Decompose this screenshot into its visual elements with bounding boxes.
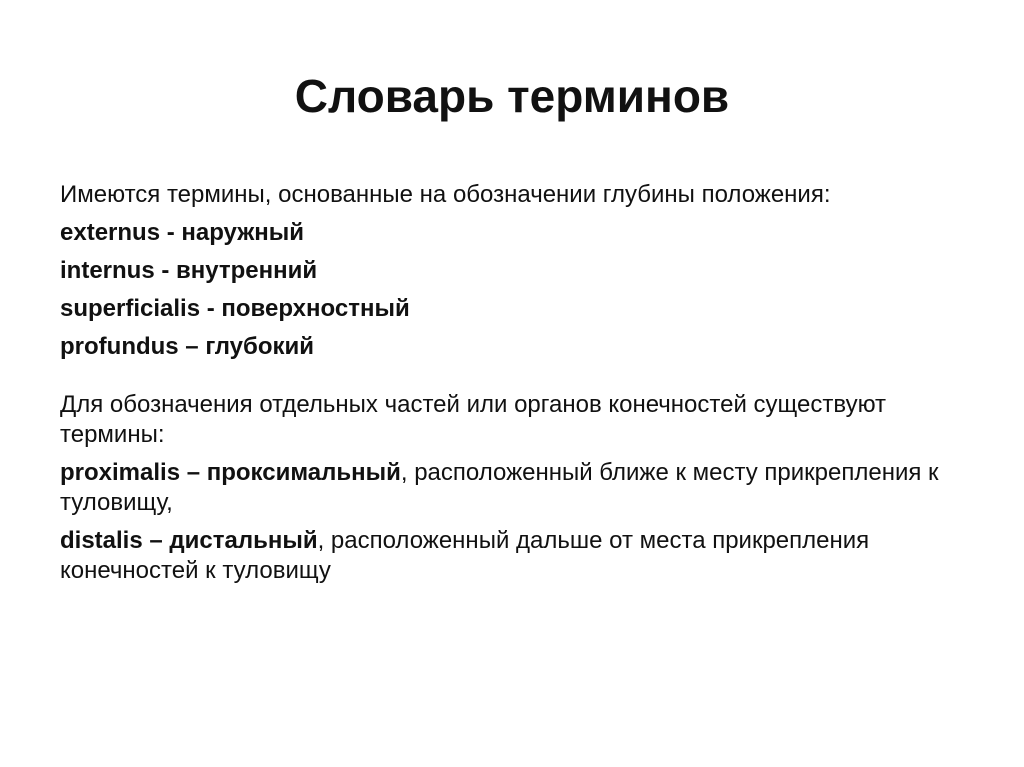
term-externus [60,218,960,248]
term-profundus-label: profundus – глубокий [60,333,315,360]
term-distalis-label: distalis – дистальный [60,527,318,554]
term-superficialis-label: superficialis - поверхностный [60,295,410,322]
term-proximalis [60,458,960,518]
intro-limb-text: Для обозначения отдельных частей или органов конечностей существуют термины: [60,391,887,448]
slide-title: Словарь терминов [294,70,730,122]
slide-body [60,180,960,586]
term-proximalis-label: proximalis – проксимальный [60,459,401,486]
intro-depth-text: Имеются термины, основанные на обозначении глубины положения: [60,181,831,208]
term-profundus [60,332,960,362]
term-distalis [60,526,960,586]
paragraph-gap [60,362,960,390]
term-internus-label: internus - внутренний [60,257,318,284]
term-externus-label: externus - наружный [60,219,304,246]
term-proximalis-desc: , расположенный ближе к месту прикрепления к туловищу, [60,459,939,516]
term-internus [60,256,960,286]
term-distalis-desc: , расположенный дальше от места прикрепления конечностей к туловищу [60,527,870,584]
term-superficialis [60,294,960,324]
